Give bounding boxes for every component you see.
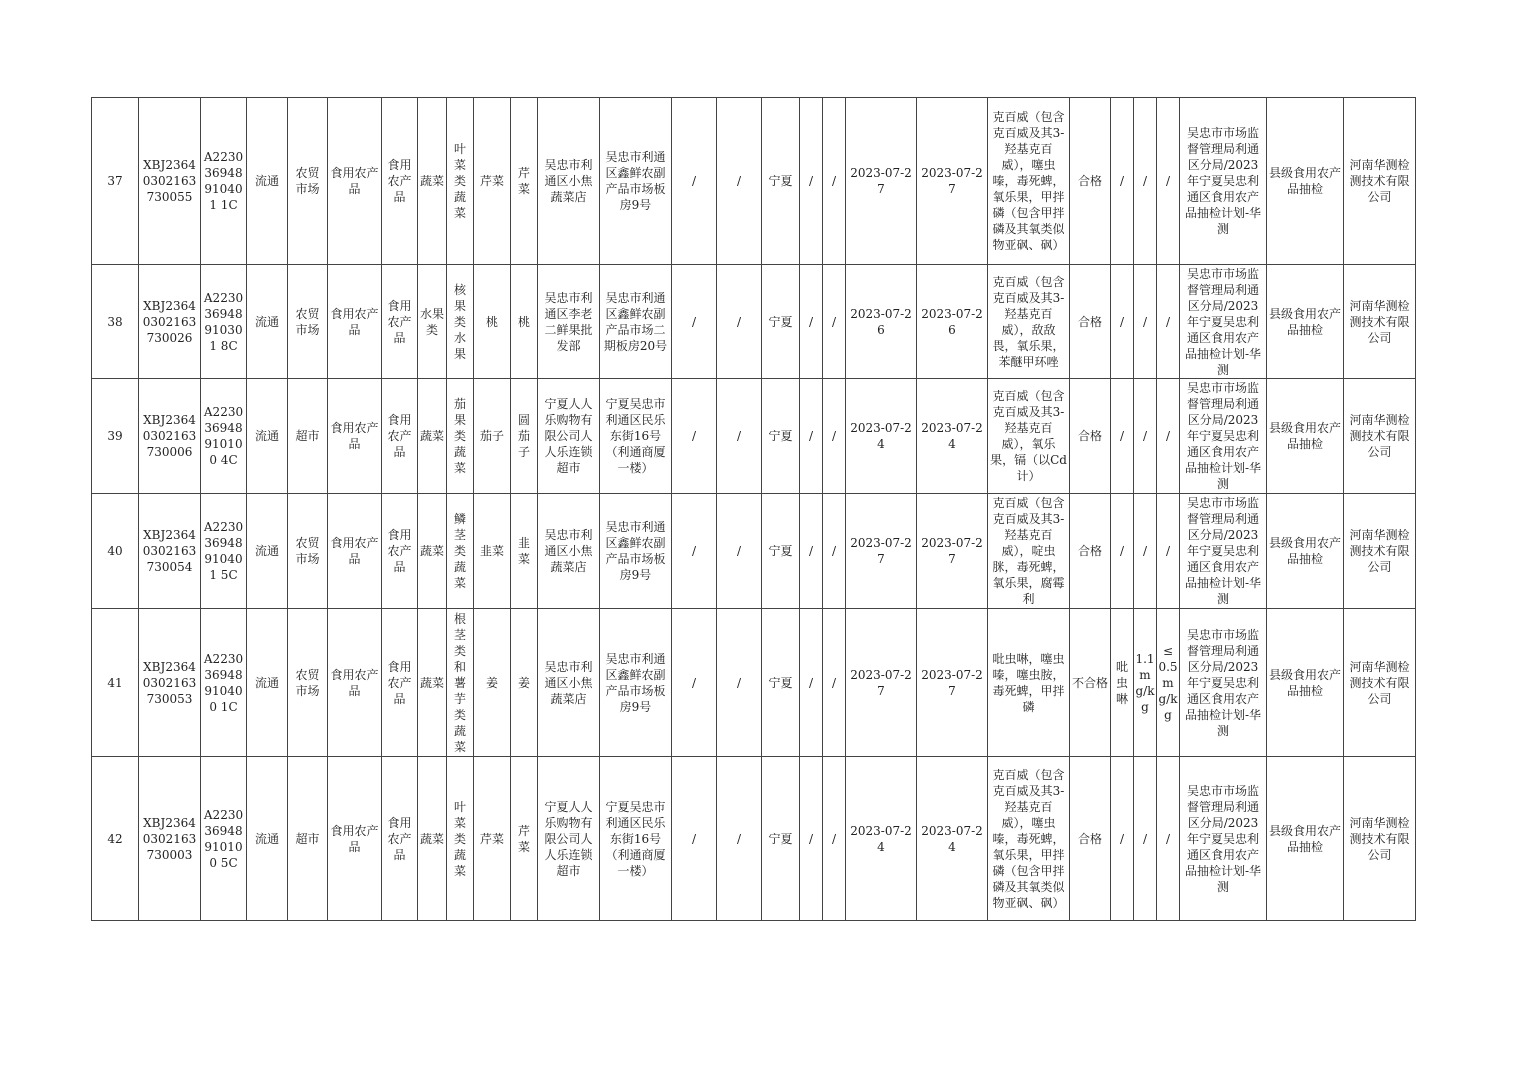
sample-name-cell: 芹菜 bbox=[474, 757, 511, 921]
production-date-cell: 2023-07-27 bbox=[846, 494, 917, 609]
task-source-cell: 吴忠市市场监督管理局利通区分局/2023年宁夏吴忠利通区食用农产品抽检计划-华测 bbox=[1180, 494, 1267, 609]
food-class-cell: 水果类 bbox=[418, 265, 447, 379]
failed-item-cell: 吡虫啉 bbox=[1111, 609, 1134, 757]
inspection-type-cell: 县级食用农产品抽检 bbox=[1267, 609, 1344, 757]
task-source-cell: 吴忠市市场监督管理局利通区分局/2023年宁夏吴忠利通区食用农产品抽检计划-华测 bbox=[1180, 609, 1267, 757]
standard-limit-cell: / bbox=[1157, 265, 1180, 379]
food-class-cell: 蔬菜 bbox=[418, 757, 447, 921]
production-date-cell: 2023-07-27 bbox=[846, 98, 917, 265]
row-number-cell: 38 bbox=[92, 265, 139, 379]
food-subcategory-cell: 食用农产品 bbox=[382, 757, 418, 921]
testing-agency-cell: 河南华测检测技术有限公司 bbox=[1344, 265, 1416, 379]
failed-item-cell: / bbox=[1111, 265, 1134, 379]
circulation-stage-cell: 流通 bbox=[247, 757, 288, 921]
specification-cell: / bbox=[823, 757, 846, 921]
unit-address-cell: 宁夏吴忠市利通区民乐东街16号（利通商厦一楼） bbox=[600, 757, 672, 921]
test-items-cell: 克百威（包含克百威及其3-羟基克百威），氧乐果，镉（以Cd计） bbox=[988, 379, 1070, 494]
test-items-cell: 吡虫啉，噻虫嗪，噻虫胺，毒死蜱，甲拌磷 bbox=[988, 609, 1070, 757]
inspected-unit-cell: 宁夏人人乐购物有限公司人人乐连锁超市 bbox=[538, 379, 600, 494]
standard-limit-cell: / bbox=[1157, 494, 1180, 609]
sample-name-cell: 桃 bbox=[474, 265, 511, 379]
standard-limit-cell: / bbox=[1157, 98, 1180, 265]
product-name-cell: 桃 bbox=[511, 265, 538, 379]
inspection-type-cell: 县级食用农产品抽检 bbox=[1267, 265, 1344, 379]
result-cell: 合格 bbox=[1070, 757, 1111, 921]
row-number-cell: 41 bbox=[92, 609, 139, 757]
specification-cell: / bbox=[823, 379, 846, 494]
food-category-cell: 食用农产品 bbox=[328, 609, 382, 757]
report-id-cell: A223036948910100 5C bbox=[201, 757, 247, 921]
unit-address-cell: 吴忠市利通区鑫鲜农副产品市场板房9号 bbox=[600, 494, 672, 609]
result-cell: 合格 bbox=[1070, 379, 1111, 494]
measured-value-cell: / bbox=[1134, 265, 1157, 379]
inspected-unit-cell: 吴忠市利通区小焦蔬菜店 bbox=[538, 98, 600, 265]
manufacturer-cell: / bbox=[672, 609, 717, 757]
food-category-cell: 食用农产品 bbox=[328, 265, 382, 379]
circulation-stage-cell: 流通 bbox=[247, 609, 288, 757]
result-cell: 不合格 bbox=[1070, 609, 1111, 757]
market-type-cell: 农贸市场 bbox=[288, 494, 328, 609]
inspected-unit-cell: 宁夏人人乐购物有限公司人人乐连锁超市 bbox=[538, 757, 600, 921]
brand-cell: / bbox=[800, 757, 823, 921]
sample-name-cell: 姜 bbox=[474, 609, 511, 757]
report-id-cell: A223036948910301 8C bbox=[201, 265, 247, 379]
food-subcategory-cell: 食用农产品 bbox=[382, 379, 418, 494]
brand-cell: / bbox=[800, 379, 823, 494]
table-row bbox=[92, 98, 1416, 265]
food-category-cell: 食用农产品 bbox=[328, 757, 382, 921]
manufacturer-address-cell: / bbox=[717, 265, 762, 379]
standard-limit-cell: ≤0.5mg/kg bbox=[1157, 609, 1180, 757]
sampling-date-cell: 2023-07-24 bbox=[917, 379, 988, 494]
product-name-cell: 姜 bbox=[511, 609, 538, 757]
circulation-stage-cell: 流通 bbox=[247, 494, 288, 609]
brand-cell: / bbox=[800, 609, 823, 757]
inspection-type-cell: 县级食用农产品抽检 bbox=[1267, 494, 1344, 609]
report-id-cell: A223036948910401 1C bbox=[201, 98, 247, 265]
table-row bbox=[92, 379, 1416, 494]
table-row bbox=[92, 265, 1416, 379]
food-subcategory-cell: 食用农产品 bbox=[382, 265, 418, 379]
row-number-cell: 37 bbox=[92, 98, 139, 265]
sample-id-cell: XBJ23640302163730055 bbox=[139, 98, 201, 265]
table-row bbox=[92, 757, 1416, 921]
test-items-cell: 克百威（包含克百威及其3-羟基克百威），噻虫嗪，毒死蜱，氧乐果，甲拌磷（包含甲拌磷及其氧类似物亚砜、砜） bbox=[988, 98, 1070, 265]
sampling-date-cell: 2023-07-27 bbox=[917, 98, 988, 265]
test-items-cell: 克百威（包含克百威及其3-羟基克百威），敌敌畏，氧乐果，苯醚甲环唑 bbox=[988, 265, 1070, 379]
inspected-unit-cell: 吴忠市利通区小焦蔬菜店 bbox=[538, 494, 600, 609]
row-number-cell: 42 bbox=[92, 757, 139, 921]
unit-address-cell: 吴忠市利通区鑫鲜农副产品市场板房9号 bbox=[600, 98, 672, 265]
inspected-unit-cell: 吴忠市利通区小焦蔬菜店 bbox=[538, 609, 600, 757]
report-id-cell: A223036948910400 1C bbox=[201, 609, 247, 757]
region-cell: 宁夏 bbox=[762, 494, 800, 609]
market-type-cell: 农贸市场 bbox=[288, 609, 328, 757]
inspection-type-cell: 县级食用农产品抽检 bbox=[1267, 757, 1344, 921]
failed-item-cell: / bbox=[1111, 494, 1134, 609]
production-date-cell: 2023-07-27 bbox=[846, 609, 917, 757]
manufacturer-address-cell: / bbox=[717, 757, 762, 921]
food-subclass-cell: 叶菜类蔬菜 bbox=[447, 98, 474, 265]
manufacturer-address-cell: / bbox=[717, 609, 762, 757]
region-cell: 宁夏 bbox=[762, 98, 800, 265]
specification-cell: / bbox=[823, 609, 846, 757]
brand-cell: / bbox=[800, 265, 823, 379]
food-class-cell: 蔬菜 bbox=[418, 98, 447, 265]
circulation-stage-cell: 流通 bbox=[247, 98, 288, 265]
food-subcategory-cell: 食用农产品 bbox=[382, 609, 418, 757]
task-source-cell: 吴忠市市场监督管理局利通区分局/2023年宁夏吴忠利通区食用农产品抽检计划-华测 bbox=[1180, 379, 1267, 494]
report-id-cell: A223036948910100 4C bbox=[201, 379, 247, 494]
standard-limit-cell: / bbox=[1157, 379, 1180, 494]
measured-value-cell: / bbox=[1134, 494, 1157, 609]
food-subclass-cell: 茄果类蔬菜 bbox=[447, 379, 474, 494]
region-cell: 宁夏 bbox=[762, 265, 800, 379]
manufacturer-cell: / bbox=[672, 265, 717, 379]
result-cell: 合格 bbox=[1070, 98, 1111, 265]
row-number-cell: 39 bbox=[92, 379, 139, 494]
row-number-cell: 40 bbox=[92, 494, 139, 609]
manufacturer-cell: / bbox=[672, 98, 717, 265]
specification-cell: / bbox=[823, 98, 846, 265]
food-subclass-cell: 鳞茎类蔬菜 bbox=[447, 494, 474, 609]
table-row bbox=[92, 494, 1416, 609]
manufacturer-address-cell: / bbox=[717, 379, 762, 494]
measured-value-cell: 1.1mg/kg bbox=[1134, 609, 1157, 757]
measured-value-cell: / bbox=[1134, 757, 1157, 921]
sampling-date-cell: 2023-07-26 bbox=[917, 265, 988, 379]
failed-item-cell: / bbox=[1111, 757, 1134, 921]
circulation-stage-cell: 流通 bbox=[247, 265, 288, 379]
region-cell: 宁夏 bbox=[762, 757, 800, 921]
food-class-cell: 蔬菜 bbox=[418, 379, 447, 494]
production-date-cell: 2023-07-26 bbox=[846, 265, 917, 379]
testing-agency-cell: 河南华测检测技术有限公司 bbox=[1344, 757, 1416, 921]
food-category-cell: 食用农产品 bbox=[328, 494, 382, 609]
market-type-cell: 超市 bbox=[288, 379, 328, 494]
task-source-cell: 吴忠市市场监督管理局利通区分局/2023年宁夏吴忠利通区食用农产品抽检计划-华测 bbox=[1180, 98, 1267, 265]
production-date-cell: 2023-07-24 bbox=[846, 379, 917, 494]
failed-item-cell: / bbox=[1111, 379, 1134, 494]
food-subcategory-cell: 食用农产品 bbox=[382, 98, 418, 265]
brand-cell: / bbox=[800, 98, 823, 265]
sample-id-cell: XBJ23640302163730026 bbox=[139, 265, 201, 379]
sampling-date-cell: 2023-07-27 bbox=[917, 494, 988, 609]
inspection-results-table bbox=[91, 97, 1416, 921]
task-source-cell: 吴忠市市场监督管理局利通区分局/2023年宁夏吴忠利通区食用农产品抽检计划-华测 bbox=[1180, 265, 1267, 379]
food-class-cell: 蔬菜 bbox=[418, 494, 447, 609]
testing-agency-cell: 河南华测检测技术有限公司 bbox=[1344, 98, 1416, 265]
product-name-cell: 韭菜 bbox=[511, 494, 538, 609]
brand-cell: / bbox=[800, 494, 823, 609]
failed-item-cell: / bbox=[1111, 98, 1134, 265]
food-subclass-cell: 核果类水果 bbox=[447, 265, 474, 379]
sample-name-cell: 芹菜 bbox=[474, 98, 511, 265]
inspection-type-cell: 县级食用农产品抽检 bbox=[1267, 98, 1344, 265]
task-source-cell: 吴忠市市场监督管理局利通区分局/2023年宁夏吴忠利通区食用农产品抽检计划-华测 bbox=[1180, 757, 1267, 921]
manufacturer-address-cell: / bbox=[717, 494, 762, 609]
manufacturer-cell: / bbox=[672, 757, 717, 921]
sample-name-cell: 茄子 bbox=[474, 379, 511, 494]
measured-value-cell: / bbox=[1134, 98, 1157, 265]
sample-id-cell: XBJ23640302163730003 bbox=[139, 757, 201, 921]
testing-agency-cell: 河南华测检测技术有限公司 bbox=[1344, 609, 1416, 757]
product-name-cell: 芹菜 bbox=[511, 98, 538, 265]
production-date-cell: 2023-07-24 bbox=[846, 757, 917, 921]
sampling-date-cell: 2023-07-24 bbox=[917, 757, 988, 921]
specification-cell: / bbox=[823, 494, 846, 609]
product-name-cell: 圆茄子 bbox=[511, 379, 538, 494]
manufacturer-cell: / bbox=[672, 494, 717, 609]
measured-value-cell: / bbox=[1134, 379, 1157, 494]
sampling-date-cell: 2023-07-27 bbox=[917, 609, 988, 757]
food-subcategory-cell: 食用农产品 bbox=[382, 494, 418, 609]
market-type-cell: 农贸市场 bbox=[288, 265, 328, 379]
test-items-cell: 克百威（包含克百威及其3-羟基克百威），噻虫嗪，毒死蜱，氧乐果，甲拌磷（包含甲拌磷及其氧类似物亚砜、砜） bbox=[988, 757, 1070, 921]
product-name-cell: 芹菜 bbox=[511, 757, 538, 921]
food-category-cell: 食用农产品 bbox=[328, 379, 382, 494]
testing-agency-cell: 河南华测检测技术有限公司 bbox=[1344, 379, 1416, 494]
inspected-unit-cell: 吴忠市利通区李老二鲜果批发部 bbox=[538, 265, 600, 379]
testing-agency-cell: 河南华测检测技术有限公司 bbox=[1344, 494, 1416, 609]
circulation-stage-cell: 流通 bbox=[247, 379, 288, 494]
table-row bbox=[92, 609, 1416, 757]
sample-name-cell: 韭菜 bbox=[474, 494, 511, 609]
specification-cell: / bbox=[823, 265, 846, 379]
manufacturer-cell: / bbox=[672, 379, 717, 494]
test-items-cell: 克百威（包含克百威及其3-羟基克百威），啶虫脒，毒死蜱，氧乐果，腐霉利 bbox=[988, 494, 1070, 609]
food-subclass-cell: 叶菜类蔬菜 bbox=[447, 757, 474, 921]
unit-address-cell: 吴忠市利通区鑫鲜农副产品市场二期板房20号 bbox=[600, 265, 672, 379]
region-cell: 宁夏 bbox=[762, 609, 800, 757]
manufacturer-address-cell: / bbox=[717, 98, 762, 265]
sample-id-cell: XBJ23640302163730053 bbox=[139, 609, 201, 757]
food-subclass-cell: 根茎类和薯芋类蔬菜 bbox=[447, 609, 474, 757]
report-id-cell: A223036948910401 5C bbox=[201, 494, 247, 609]
unit-address-cell: 宁夏吴忠市利通区民乐东街16号（利通商厦一楼） bbox=[600, 379, 672, 494]
market-type-cell: 农贸市场 bbox=[288, 98, 328, 265]
region-cell: 宁夏 bbox=[762, 379, 800, 494]
market-type-cell: 超市 bbox=[288, 757, 328, 921]
inspection-type-cell: 县级食用农产品抽检 bbox=[1267, 379, 1344, 494]
unit-address-cell: 吴忠市利通区鑫鲜农副产品市场板房9号 bbox=[600, 609, 672, 757]
sample-id-cell: XBJ23640302163730006 bbox=[139, 379, 201, 494]
sample-id-cell: XBJ23640302163730054 bbox=[139, 494, 201, 609]
standard-limit-cell: / bbox=[1157, 757, 1180, 921]
food-class-cell: 蔬菜 bbox=[418, 609, 447, 757]
result-cell: 合格 bbox=[1070, 265, 1111, 379]
food-category-cell: 食用农产品 bbox=[328, 98, 382, 265]
result-cell: 合格 bbox=[1070, 494, 1111, 609]
